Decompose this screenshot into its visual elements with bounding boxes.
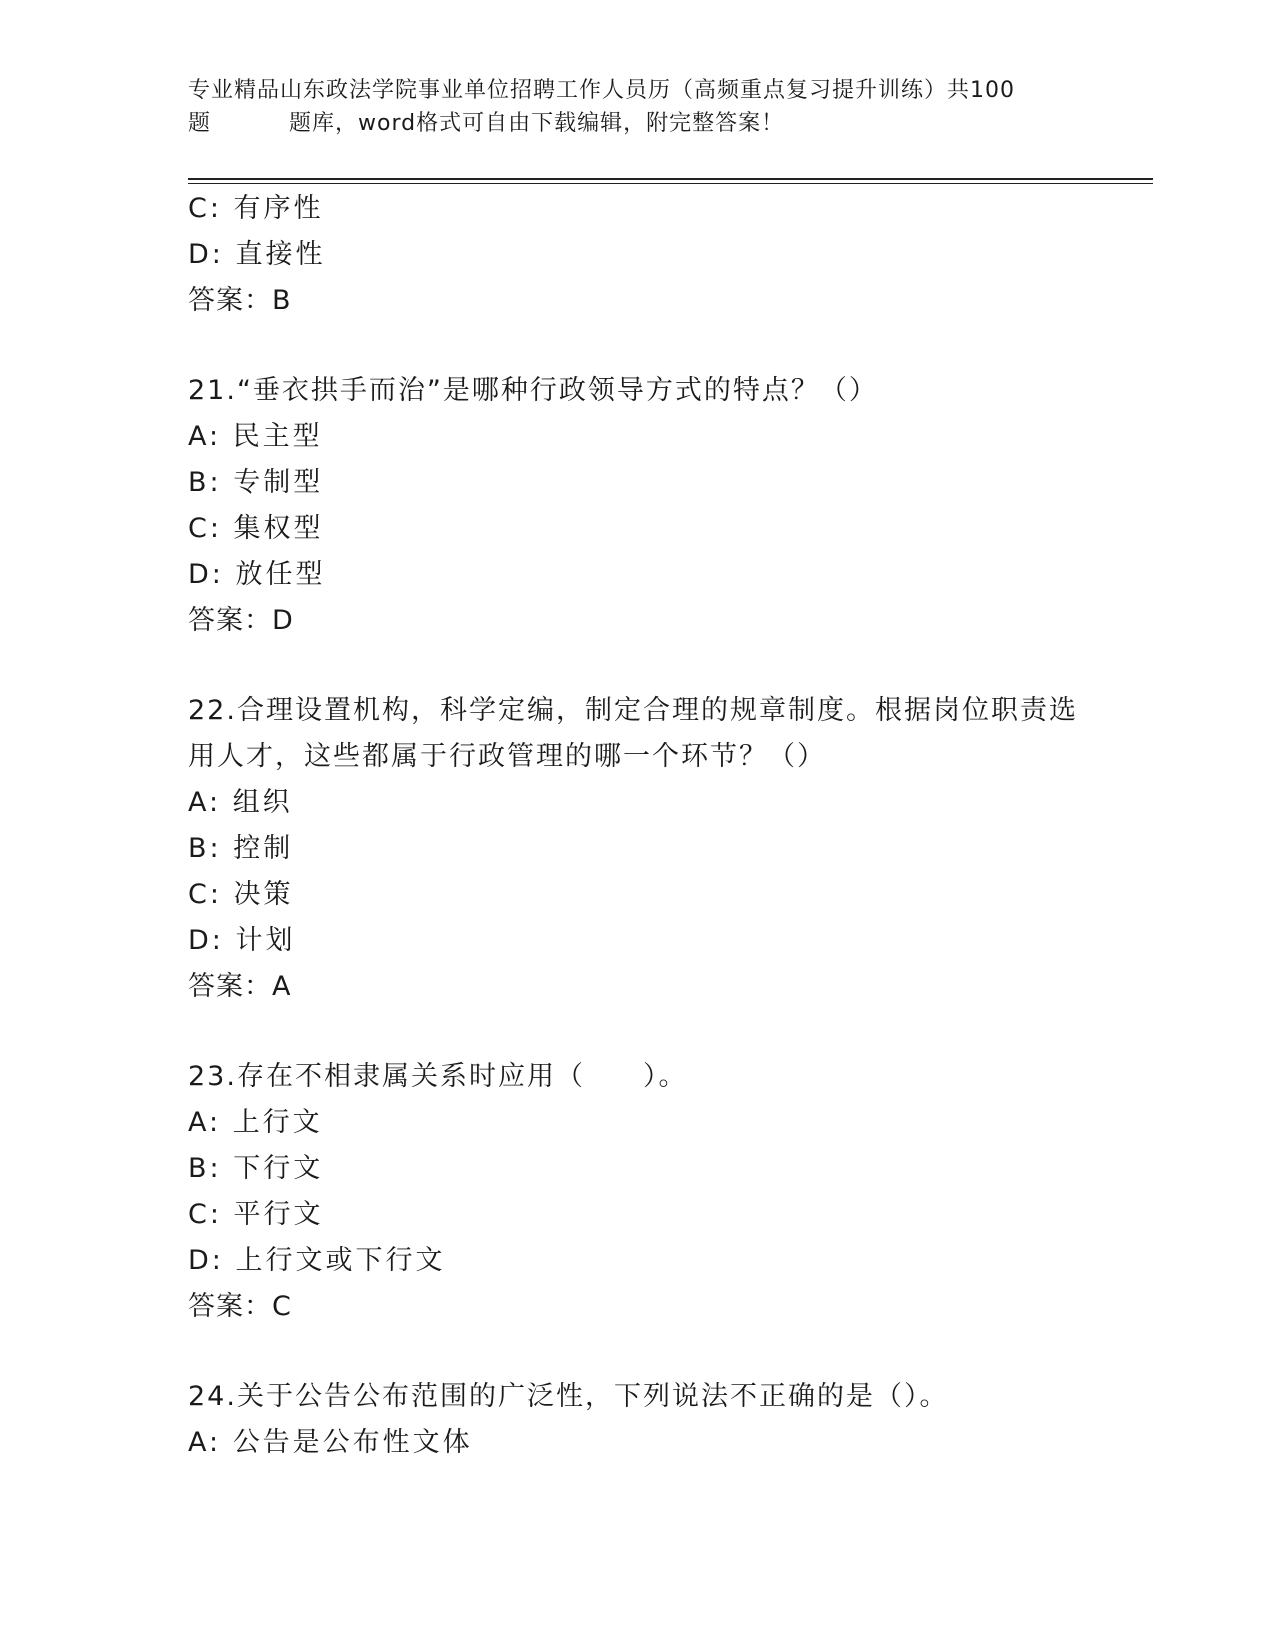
- option-d: D: 直接性: [188, 239, 326, 270]
- answer-line: 答案：D: [188, 605, 294, 636]
- header-title-line-2: [188, 107, 1088, 140]
- question-text-line-2: 用人才，这些都属于行政管理的哪一个环节？（）: [188, 741, 826, 772]
- option-b: B: 专制型: [188, 467, 324, 498]
- option-c: C: 集权型: [188, 513, 324, 544]
- question-text: 24.关于公告公布范围的广泛性，下列说法不正确的是（）。: [188, 1381, 949, 1412]
- page-header: [188, 74, 1088, 140]
- question-list: [188, 186, 1088, 1466]
- option-d: D: 放任型: [188, 559, 326, 590]
- option-c: C: 有序性: [188, 193, 324, 224]
- answer-line: 答案：A: [188, 971, 292, 1002]
- option-a: A: 组织: [188, 787, 293, 818]
- answer-line: 答案：C: [188, 1291, 292, 1322]
- answer-line: 答案：B: [188, 285, 292, 316]
- option-b: B: 下行文: [188, 1153, 324, 1184]
- question-text-line-1: 22.合理设置机构，科学定编，制定合理的规章制度。根据岗位职责选: [188, 695, 1078, 726]
- question-23: [188, 1054, 1088, 1330]
- header-divider-thin: [188, 183, 1153, 184]
- question-text: 23.存在不相隶属关系时应用（ ）。: [188, 1061, 688, 1092]
- option-c: C: 平行文: [188, 1199, 324, 1230]
- option-a: A: 公告是公布性文体: [188, 1427, 473, 1458]
- header-title-line-2-right: 题库，word格式可自由下载编辑，附完整答案！: [289, 111, 785, 136]
- header-title-line-2-left: 题: [188, 111, 212, 136]
- option-d: D: 上行文或下行文: [188, 1245, 446, 1276]
- option-a: A: 上行文: [188, 1107, 323, 1138]
- question-22: [188, 688, 1088, 1010]
- option-a: A: 民主型: [188, 421, 323, 452]
- option-c: C: 决策: [188, 879, 294, 910]
- question-21: [188, 368, 1088, 644]
- header-title-line-1: 专业精品山东政法学院事业单位招聘工作人员历（高频重点复习提升训练）共100: [188, 78, 1015, 103]
- question-text: 21.“垂衣拱手而治”是哪种行政领导方式的特点？（）: [188, 375, 878, 406]
- option-b: B: 控制: [188, 833, 294, 864]
- question-fragment: [188, 186, 1088, 324]
- question-24: [188, 1374, 1088, 1466]
- header-divider-thick: [188, 178, 1153, 180]
- option-d: D: 计划: [188, 925, 296, 956]
